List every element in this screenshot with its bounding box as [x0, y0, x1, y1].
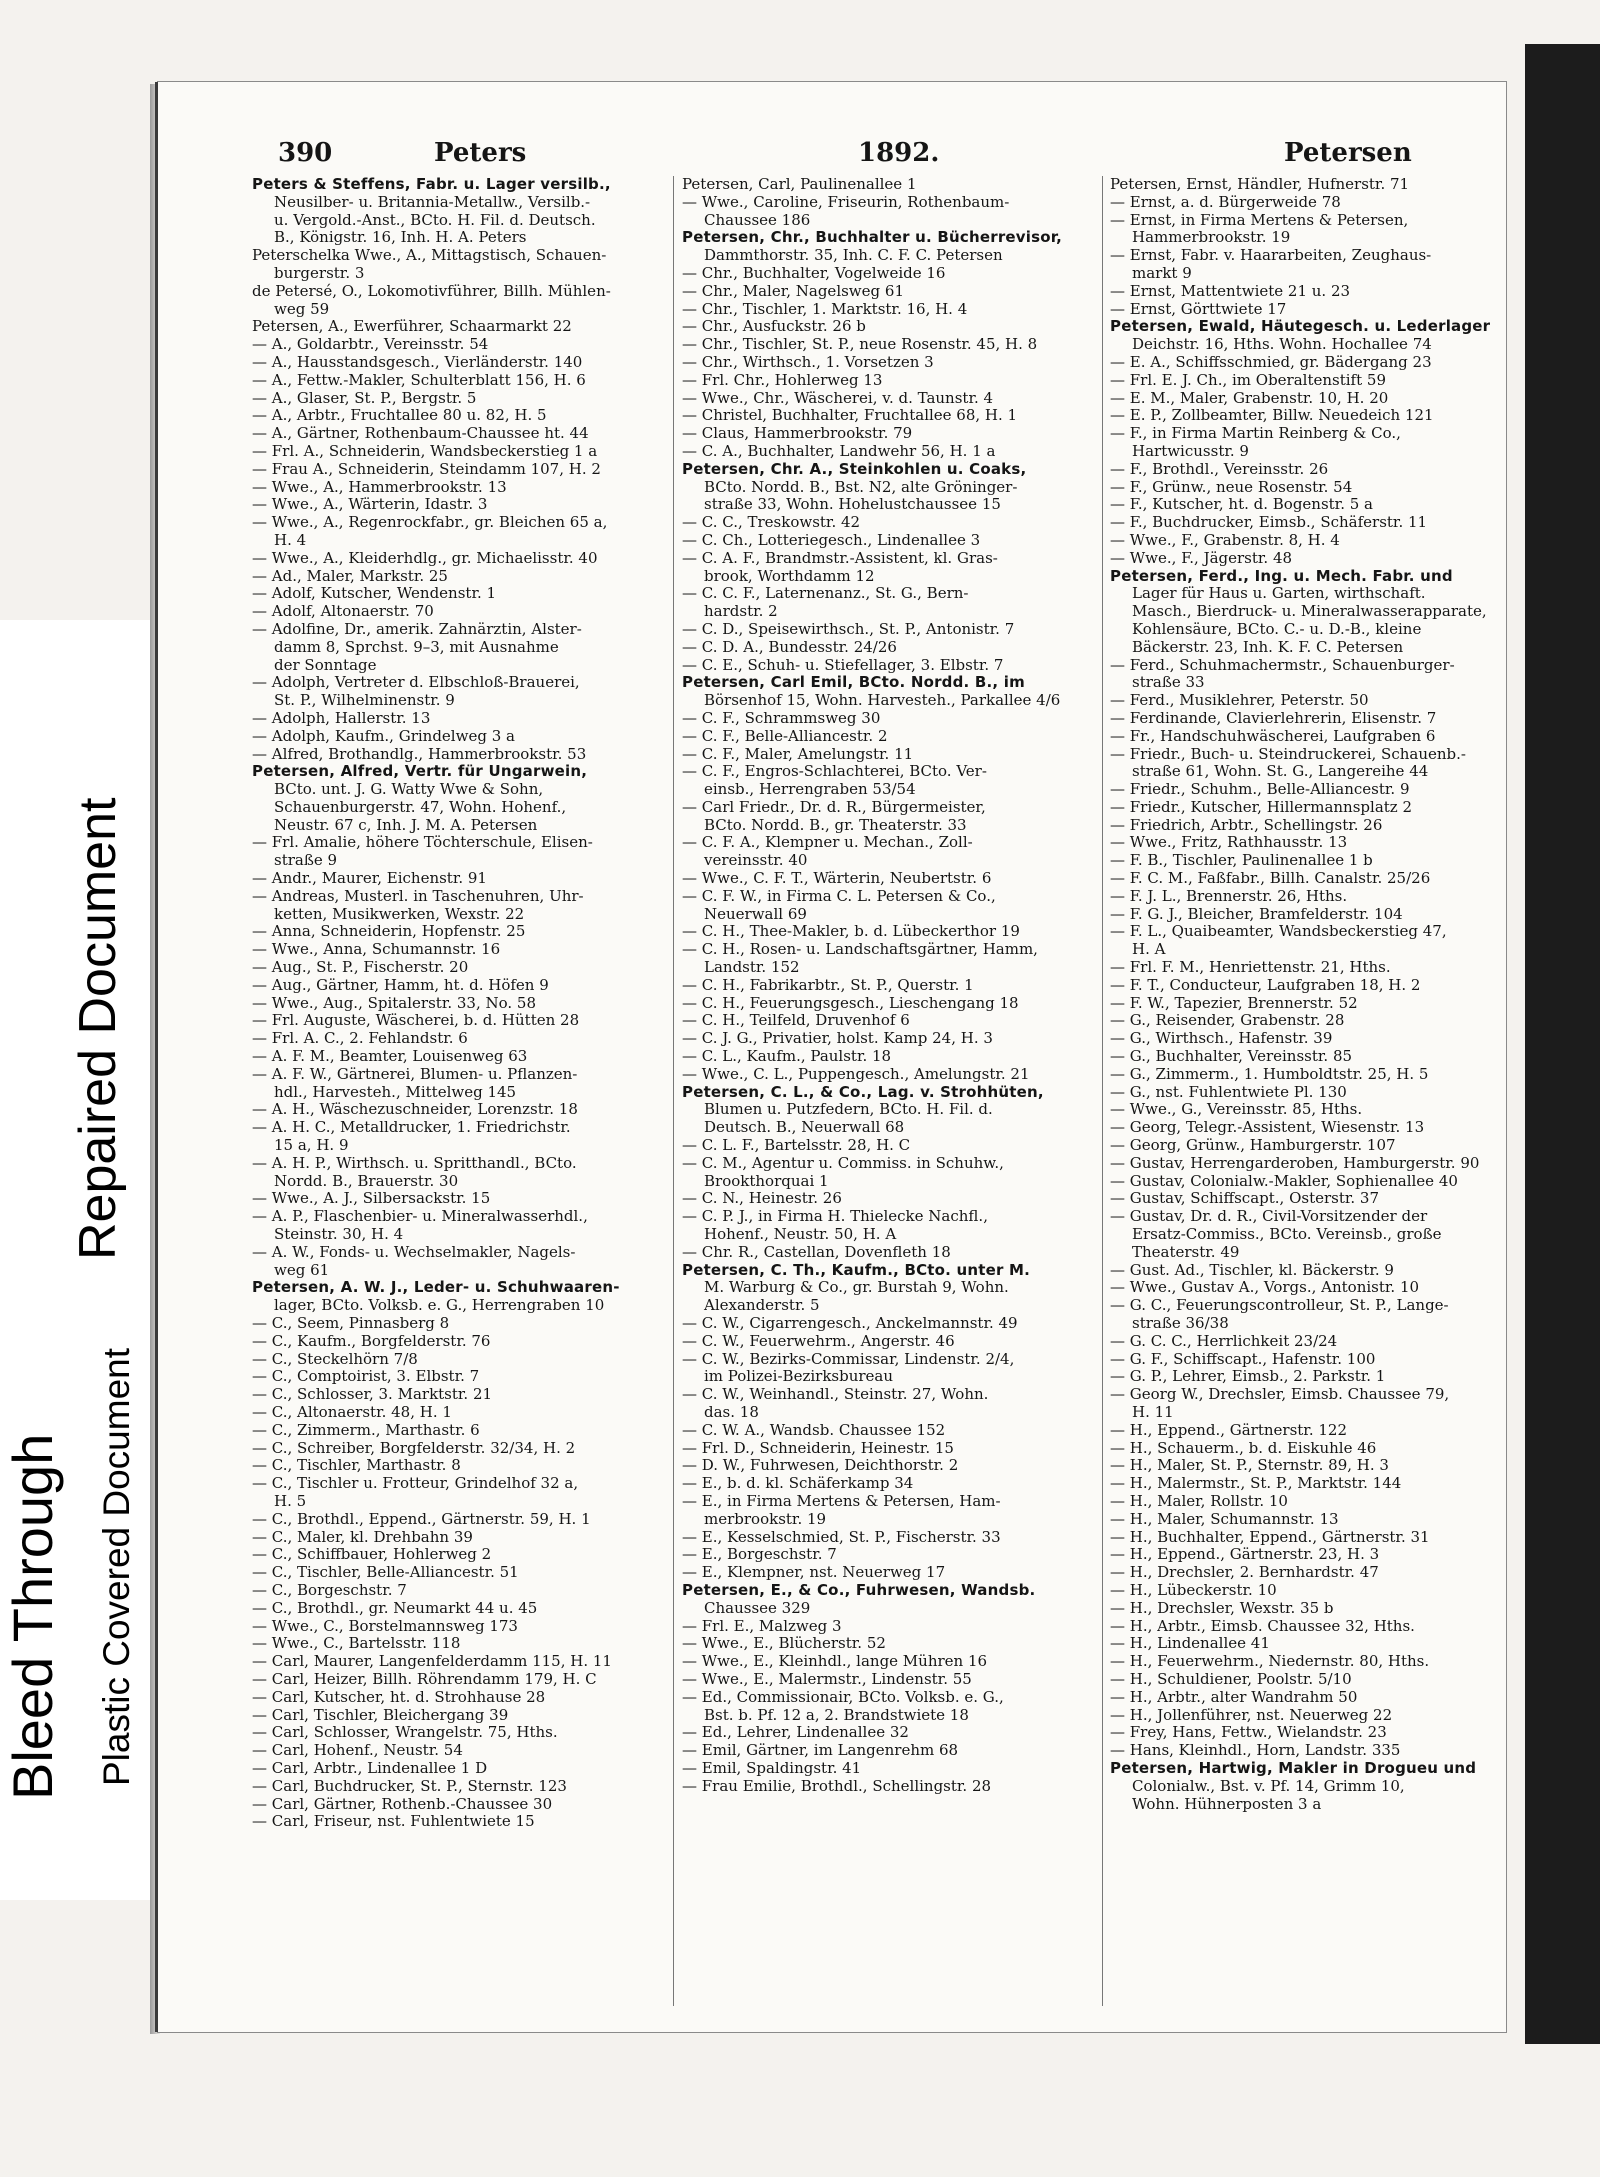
directory-entry: — A., Arbtr., Fruchtallee 80 u. 82, H. 5 — [252, 407, 547, 425]
entry-continuation: burgerstr. 3 — [274, 264, 365, 282]
entry-continuation: Lager für Haus u. Garten, wirthschaft. — [1132, 585, 1426, 603]
entry-continuation: Neustr. 67 c, Inh. J. M. A. Petersen — [274, 816, 538, 834]
directory-entry: — Frl. D., Schneiderin, Heinestr. 15 — [682, 1439, 954, 1457]
directory-entry: — Georg, Telegr.-Assistent, Wiesenstr. 13 — [1110, 1119, 1425, 1137]
directory-entry: — A. F. W., Gärtnerei, Blumen- u. Pflanzen- — [252, 1065, 578, 1083]
directory-entry: — Adolph, Hallerstr. 13 — [252, 709, 431, 727]
directory-entry: — C. F. A., Klempner u. Mechan., Zoll- — [682, 834, 973, 852]
directory-entry: — Carl, Friseur, nst. Fuhlentwiete 15 — [252, 1813, 535, 1831]
directory-entry: — Carl, Kutscher, ht. d. Strohhause 28 — [252, 1688, 546, 1706]
directory-entry: — Aug., St. P., Fischerstr. 20 — [252, 959, 469, 977]
directory-entry: — Adolfine, Dr., amerik. Zahnärztin, Alster- — [252, 620, 582, 638]
directory-entry: — A., Goldarbtr., Vereinsstr. 54 — [252, 336, 489, 354]
directory-entry: — H., Maler, St. P., Sternstr. 89, H. 3 — [1110, 1457, 1389, 1475]
directory-entry: — Gust. Ad., Tischler, kl. Bäckerstr. 9 — [1110, 1261, 1394, 1279]
directory-entry: — G., Buchhalter, Vereinsstr. 85 — [1110, 1048, 1353, 1066]
entry-continuation: H. 4 — [274, 531, 307, 549]
entry-heading: Petersen, Alfred, Vertr. für Ungarwein, — [252, 763, 588, 781]
directory-entry: — Frl. A., Schneiderin, Wandsbeckerstieg 1 a — [252, 442, 598, 460]
directory-entry: — Gustav, Dr. d. R., Civil-Vorsitzender der — [1110, 1208, 1428, 1226]
directory-entry: — Chr., Maler, Nagelsweg 61 — [682, 282, 904, 300]
directory-entry: — F., Grünw., neue Rosenstr. 54 — [1110, 478, 1353, 496]
entry-continuation: markt 9 — [1132, 264, 1192, 282]
directory-entry: — Gustav, Herrengarderoben, Hamburgerstr. 90 — [1110, 1154, 1480, 1172]
entry-continuation: Neuerwall 69 — [704, 905, 807, 923]
directory-entry: — A. W., Fonds- u. Wechselmakler, Nagels- — [252, 1243, 576, 1261]
directory-entry: — H., Maler, Rollstr. 10 — [1110, 1492, 1288, 1510]
directory-entry: — Wwe., C., Bartelsstr. 118 — [252, 1635, 461, 1653]
directory-entry: Petersen, Carl, Paulinenallee 1 — [682, 176, 917, 193]
directory-entry: — H., Drechsler, Wexstr. 35 b — [1110, 1599, 1334, 1617]
entry-continuation: Hohenf., Neustr. 50, H. A — [704, 1226, 897, 1244]
directory-entry: — Emil, Spaldingstr. 41 — [682, 1759, 862, 1777]
entry-continuation: M. Warburg & Co., gr. Burstah 9, Wohn. — [704, 1279, 1009, 1297]
directory-entry: — C. W. A., Wandsb. Chaussee 152 — [682, 1421, 946, 1439]
directory-entry: — Adolf, Altonaerstr. 70 — [252, 603, 434, 621]
entry-continuation: lager, BCto. Volksb. e. G., Herrengraben 10 — [274, 1297, 605, 1315]
entry-continuation: St. P., Wilhelminenstr. 9 — [274, 692, 455, 710]
entry-continuation: H. 11 — [1132, 1403, 1174, 1421]
directory-entry: — Carl, Schlosser, Wrangelstr. 75, Hths. — [252, 1724, 558, 1742]
directory-entry: — G., Zimmerm., 1. Humboldtstr. 25, H. 5 — [1110, 1065, 1429, 1083]
directory-entry: — H., Feuerwehrm., Niedernstr. 80, Hths. — [1110, 1653, 1430, 1671]
entry-continuation: Blumen u. Putzfedern, BCto. H. Fil. d. — [704, 1101, 993, 1119]
entry-heading: Petersen, Chr., Buchhalter u. Bücherrevisor, — [682, 229, 1063, 247]
directory-entry: — A., Fettw.-Makler, Schulterblatt 156, H. 6 — [252, 371, 586, 389]
year-heading: 1892. — [858, 138, 940, 168]
entry-heading: Petersen, C. Th., Kaufm., BCto. unter M. — [682, 1261, 1031, 1279]
directory-entry: — Chr., Buchhalter, Vogelweide 16 — [682, 264, 946, 282]
directory-entry: — C., Comptoirist, 3. Elbstr. 7 — [252, 1368, 480, 1386]
scanner-bed-edge — [1525, 44, 1600, 2044]
directory-entry: — Aug., Gärtner, Hamm, ht. d. Höfen 9 — [252, 976, 549, 994]
directory-column-3 — [1110, 176, 1502, 2016]
directory-entry: — Carl, Gärtner, Rothenb.-Chaussee 30 — [252, 1795, 553, 1813]
directory-entry: — Christel, Buchhalter, Fruchtallee 68, H. 1 — [682, 407, 1018, 425]
entry-continuation: Nordd. B., Brauerstr. 30 — [274, 1172, 459, 1190]
directory-entry: — H., Eppend., Gärtnerstr. 122 — [1110, 1421, 1347, 1439]
directory-entry: — C. J. G., Privatier, holst. Kamp 24, H. 3 — [682, 1030, 993, 1048]
directory-entry: — C. F., Engros-Schlachterei, BCto. Ver- — [682, 763, 987, 781]
entry-continuation: Hammerbrookstr. 19 — [1132, 229, 1291, 247]
entry-continuation: BCto. Nordd. B., gr. Theaterstr. 33 — [704, 816, 967, 834]
directory-entry: — Wwe., A. J., Silbersackstr. 15 — [252, 1190, 491, 1208]
directory-entry: — A. H., Wäschezuschneider, Lorenzstr. 18 — [252, 1101, 578, 1119]
directory-entry: — Carl, Arbtr., Lindenallee 1 D — [252, 1759, 488, 1777]
directory-entry: — E. A., Schiffsschmied, gr. Bädergang 23 — [1110, 353, 1432, 371]
directory-entry: — Wwe., A., Wärterin, Idastr. 3 — [252, 496, 488, 514]
directory-entry: — H., Schauerm., b. d. Eiskuhle 46 — [1110, 1439, 1377, 1457]
directory-entry: — Wwe., A., Hammerbrookstr. 13 — [252, 478, 507, 496]
directory-entry: — C. F., Maler, Amelungstr. 11 — [682, 745, 914, 763]
directory-entry: — C., Brothdl., Eppend., Gärtnerstr. 59, H. 1 — [252, 1510, 591, 1528]
directory-entry: — C. H., Thee-Makler, b. d. Lübeckerthor 19 — [682, 923, 1020, 941]
directory-entry: — Chr., Tischler, St. P., neue Rosenstr. 45, H. 8 — [682, 336, 1038, 354]
directory-entry: — G., Reisender, Grabenstr. 28 — [1110, 1012, 1345, 1030]
entry-continuation: Hartwicusstr. 9 — [1132, 442, 1249, 460]
entry-continuation: Bst. b. Pf. 12 a, 2. Brandstwiete 18 — [704, 1706, 969, 1724]
entry-heading: Petersen, Ewald, Häutegesch. u. Lederlager — [1110, 318, 1491, 336]
label-repaired-document: Repaired Document — [69, 797, 127, 1260]
entry-continuation: straße 33, Wohn. Hohelustchaussee 15 — [704, 496, 1001, 514]
entry-continuation: H. A — [1132, 941, 1166, 959]
entry-continuation: 15 a, H. 9 — [274, 1137, 349, 1155]
directory-entry: — C. D., Speisewirthsch., St. P., Antonistr. 7 — [682, 620, 1015, 638]
directory-entry: — C., Altonaerstr. 48, H. 1 — [252, 1403, 452, 1421]
entry-continuation: Steinstr. 30, H. 4 — [274, 1226, 404, 1244]
label-bleed-through: Bleed Through — [1, 1433, 64, 1800]
directory-entry: — C., Schreiber, Borgfelderstr. 32/34, H. 2 — [252, 1439, 576, 1457]
directory-entry: — C. W., Bezirks-Commissar, Lindenstr. 2/4, — [682, 1350, 1015, 1368]
directory-entry: — Georg W., Drechsler, Eimsb. Chaussee 79, — [1110, 1386, 1450, 1404]
directory-entry: — C., Borgeschstr. 7 — [252, 1581, 407, 1599]
entry-continuation: ketten, Musikwerken, Wexstr. 22 — [274, 905, 525, 923]
directory-entry: — F. T., Conducteur, Laufgraben 18, H. 2 — [1110, 976, 1421, 994]
directory-entry: — F. G. J., Bleicher, Bramfelderstr. 104 — [1110, 905, 1403, 923]
directory-entry: — F. C. M., Faßfabr., Billh. Canalstr. 25/26 — [1110, 870, 1431, 888]
directory-entry: — G., nst. Fuhlentwiete Pl. 130 — [1110, 1083, 1347, 1101]
directory-entry: — C. H., Teilfeld, Druvenhof 6 — [682, 1012, 910, 1030]
directory-entry: — H., Drechsler, 2. Bernhardstr. 47 — [1110, 1564, 1379, 1582]
entry-heading: Petersen, C. L., & Co., Lag. v. Strohhüten, — [682, 1083, 1044, 1101]
directory-entry: — Carl, Maurer, Langenfelderdamm 115, H. 11 — [252, 1653, 612, 1671]
directory-entry: — H., Lindenallee 41 — [1110, 1635, 1270, 1653]
directory-entry: — C. Ch., Lotteriegesch., Lindenallee 3 — [682, 531, 981, 549]
entry-continuation: straße 61, Wohn. St. G., Langereihe 44 — [1132, 763, 1429, 781]
directory-entry: — Friedr., Buch- u. Steindruckerei, Schauenb.- — [1110, 745, 1466, 763]
directory-entry: — C. A., Buchhalter, Landwehr 56, H. 1 a — [682, 442, 996, 460]
entry-continuation: Kohlensäure, BCto. C.- u. D.-B., kleine — [1132, 620, 1422, 638]
directory-entry: — C., Schiffbauer, Hohlerweg 2 — [252, 1546, 492, 1564]
right-running-head: Petersen — [1284, 138, 1412, 168]
directory-entry: — Gustav, Schiffscapt., Osterstr. 37 — [1110, 1190, 1380, 1208]
directory-entry: — H., Eppend., Gärtnerstr. 23, H. 3 — [1110, 1546, 1380, 1564]
directory-entry: — C., Steckelhörn 7/8 — [252, 1350, 418, 1368]
directory-entry: — H., Maler, Schumannstr. 13 — [1110, 1510, 1339, 1528]
directory-entry: — C., Tischler u. Frotteur, Grindelhof 32 a, — [252, 1475, 579, 1493]
directory-entry: — H., Schuldiener, Poolstr. 5/10 — [1110, 1670, 1352, 1688]
directory-entry: — E. P., Zollbeamter, Billw. Neuedeich 121 — [1110, 407, 1434, 425]
directory-entry: — Friedr., Schuhm., Belle-Alliancestr. 9 — [1110, 781, 1410, 799]
directory-entry: — Wwe., C., Borstelmannsweg 173 — [252, 1617, 518, 1635]
directory-entry: Peterschelka Wwe., A., Mittagstisch, Schauen- — [252, 247, 607, 265]
directory-entry: — D. W., Fuhrwesen, Deichthorstr. 2 — [682, 1457, 959, 1475]
entry-heading: Peters & Steffens, Fabr. u. Lager versilb., — [252, 176, 611, 193]
directory-entry: — Frl. A. C., 2. Fehlandstr. 6 — [252, 1030, 468, 1048]
directory-entry: — C. P. J., in Firma H. Thielecke Nachfl., — [682, 1208, 988, 1226]
entry-continuation: damm 8, Sprchst. 9–3, mit Ausnahme — [274, 638, 559, 656]
entry-continuation: im Polizei-Bezirksbureau — [704, 1368, 894, 1386]
directory-entry: — F. W., Tapezier, Brennerstr. 52 — [1110, 994, 1358, 1012]
directory-entry: — C., Zimmerm., Marthastr. 6 — [252, 1421, 480, 1439]
directory-entry: — C. L., Kaufm., Paulstr. 18 — [682, 1048, 892, 1066]
directory-entry: — Anna, Schneiderin, Hopfenstr. 25 — [252, 923, 526, 941]
entry-continuation: Deichstr. 16, Hths. Wohn. Hochallee 74 — [1132, 336, 1432, 354]
entry-continuation: Landstr. 152 — [704, 959, 800, 977]
directory-entry: — C. F. W., in Firma C. L. Petersen & Co., — [682, 887, 996, 905]
entry-continuation: Schauenburgerstr. 47, Wohn. Hohenf., — [274, 798, 567, 816]
entry-continuation: H. 5 — [274, 1492, 307, 1510]
directory-entry: — Carl, Tischler, Bleichergang 39 — [252, 1706, 509, 1724]
directory-entry: — Ferd., Schuhmachermstr., Schauenburger- — [1110, 656, 1455, 674]
condition-labels — [0, 620, 150, 1900]
directory-entry: — Frl. E., Malzweg 3 — [682, 1617, 842, 1635]
entry-continuation: Dammthorstr. 35, Inh. C. F. C. Petersen — [704, 247, 1003, 265]
directory-entry: — Frau Emilie, Brothdl., Schellingstr. 28 — [682, 1777, 992, 1795]
directory-entry: — Wwe., E., Blücherstr. 52 — [682, 1635, 886, 1653]
column-rule-2 — [1102, 176, 1103, 2006]
directory-entry: — Frau A., Schneiderin, Steindamm 107, H. 2 — [252, 460, 601, 478]
directory-entry: — Carl, Hohenf., Neustr. 54 — [252, 1742, 463, 1760]
directory-entry: — C. W., Feuerwehrm., Angerstr. 46 — [682, 1332, 955, 1350]
directory-entry: — Wwe., Gustav A., Vorgs., Antonistr. 10 — [1110, 1279, 1420, 1297]
directory-entry: — Ernst, in Firma Mertens & Petersen, — [1110, 211, 1409, 229]
directory-entry: — G. C., Feuerungscontrolleur, St. P., Lange- — [1110, 1297, 1449, 1315]
directory-entry: — C., Schlosser, 3. Marktstr. 21 — [252, 1386, 493, 1404]
directory-entry: — F. J. L., Brennerstr. 26, Hths. — [1110, 887, 1348, 905]
directory-entry: — Wwe., Caroline, Friseurin, Rothenbaum- — [682, 193, 1010, 211]
directory-entry: — Adolph, Kaufm., Grindelweg 3 a — [252, 727, 515, 745]
entry-continuation: u. Vergold.-Anst., BCto. H. Fil. d. Deutsch. — [274, 211, 596, 229]
directory-entry: — C. F., Belle-Alliancestr. 2 — [682, 727, 888, 745]
page-header — [278, 138, 1412, 170]
directory-entry: — A. H. P., Wirthsch. u. Spritthandl., BCto. — [252, 1154, 577, 1172]
entry-heading: Petersen, Hartwig, Makler in Drogueu und — [1110, 1759, 1477, 1777]
entry-continuation: Wohn. Hühnerposten 3 a — [1132, 1795, 1322, 1813]
directory-entry: — Hans, Kleinhdl., Horn, Landstr. 335 — [1110, 1742, 1401, 1760]
directory-entry: — Chr., Ausfuckstr. 26 b — [682, 318, 866, 336]
directory-entry: — Chr. R., Castellan, Dovenfleth 18 — [682, 1243, 951, 1261]
directory-entry: — C. D. A., Bundesstr. 24/26 — [682, 638, 897, 656]
directory-entry: — Carl, Buchdrucker, St. P., Sternstr. 123 — [252, 1777, 567, 1795]
directory-entry: — Wwe., E., Malermstr., Lindenstr. 55 — [682, 1670, 972, 1688]
directory-entry: — Chr., Wirthsch., 1. Vorsetzen 3 — [682, 353, 934, 371]
entry-continuation: hdl., Harvesteh., Mittelweg 145 — [274, 1083, 517, 1101]
directory-entry: — Wwe., A., Kleiderhdlg., gr. Michaelisstr. 40 — [252, 549, 598, 567]
directory-entry: — Gustav, Colonialw.-Makler, Sophienallee 40 — [1110, 1172, 1458, 1190]
directory-entry: — C., Maler, kl. Drehbahn 39 — [252, 1528, 473, 1546]
entry-continuation: weg 61 — [274, 1261, 330, 1279]
directory-entry: — C. W., Weinhandl., Steinstr. 27, Wohn. — [682, 1386, 989, 1404]
directory-entry: — E., in Firma Mertens & Petersen, Ham- — [682, 1492, 1001, 1510]
directory-entry: — Friedrich, Arbtr., Schellingstr. 26 — [1110, 816, 1383, 834]
directory-entry: Petersen, A., Ewerführer, Schaarmarkt 22 — [252, 318, 572, 336]
directory-entry: — E., Klempner, nst. Neuerweg 17 — [682, 1564, 946, 1582]
directory-entry: — E., b. d. kl. Schäferkamp 34 — [682, 1475, 914, 1493]
directory-entry: de Petersé, O., Lokomotivführer, Billh. Mühlen- — [252, 282, 611, 300]
directory-entry: — H., Arbtr., alter Wandrahm 50 — [1110, 1688, 1358, 1706]
entry-continuation: straße 33 — [1132, 674, 1205, 692]
entry-continuation: Deutsch. B., Neuerwall 68 — [704, 1119, 905, 1137]
entry-continuation: Neusilber- u. Britannia-Metallw., Versilb.- — [274, 193, 591, 211]
directory-entry: — Emil, Gärtner, im Langenrehm 68 — [682, 1742, 959, 1760]
scanner-bed-edge-top — [1525, 0, 1600, 44]
directory-entry: — Frl. Chr., Hohlerweg 13 — [682, 371, 883, 389]
directory-entry: — C. F., Schrammsweg 30 — [682, 709, 881, 727]
directory-entry: — A. F. M., Beamter, Louisenweg 63 — [252, 1048, 528, 1066]
directory-entry: — C. E., Schuh- u. Stiefellager, 3. Elbstr. 7 — [682, 656, 1004, 674]
directory-entry: — G. F., Schiffscapt., Hafenstr. 100 — [1110, 1350, 1376, 1368]
entry-continuation: weg 59 — [274, 300, 330, 318]
directory-entry: — Frey, Hans, Fettw., Wielandstr. 23 — [1110, 1724, 1387, 1742]
directory-entry: — A., Hausstandsgesch., Vierländerstr. 140 — [252, 353, 583, 371]
directory-entry: — Wwe., C. F. T., Wärterin, Neubertstr. 6 — [682, 870, 992, 888]
entry-continuation: Alexanderstr. 5 — [704, 1297, 820, 1315]
directory-entry: — Frl. E. J. Ch., im Oberaltenstift 59 — [1110, 371, 1386, 389]
directory-entry: — Wwe., Chr., Wäscherei, v. d. Taunstr. 4 — [682, 389, 994, 407]
entry-heading: Petersen, Carl Emil, BCto. Nordd. B., im — [682, 674, 1025, 692]
directory-entry: — C. L. F., Bartelsstr. 28, H. C — [682, 1137, 911, 1155]
directory-entry: — C., Brothdl., gr. Neumarkt 44 u. 45 — [252, 1599, 538, 1617]
directory-entry: — F., in Firma Martin Reinberg & Co., — [1110, 425, 1401, 443]
directory-entry: Petersen, Ernst, Händler, Hufnerstr. 71 — [1110, 176, 1410, 193]
directory-entry: — Ernst, Görttwiete 17 — [1110, 300, 1287, 318]
label-plastic-covered-document: Plastic Covered Document — [96, 1347, 137, 1786]
directory-entry: — Carl Friedr., Dr. d. R., Bürgermeister, — [682, 798, 986, 816]
entry-continuation: straße 36/38 — [1132, 1315, 1229, 1332]
directory-column-1 — [252, 176, 664, 2016]
directory-entry: — Wwe., Aug., Spitalerstr. 33, No. 58 — [252, 994, 537, 1012]
directory-entry: — H., Malermstr., St. P., Marktstr. 144 — [1110, 1475, 1402, 1493]
directory-entry: — Wwe., Anna, Schumannstr. 16 — [252, 941, 501, 959]
directory-entry: — Frl. Amalie, höhere Töchterschule, Elisen- — [252, 834, 593, 852]
directory-entry: — Friedr., Kutscher, Hillermannsplatz 2 — [1110, 798, 1412, 816]
directory-entry: — H., Buchhalter, Eppend., Gärtnerstr. 31 — [1110, 1528, 1430, 1546]
directory-entry: — H., Jollenführer, nst. Neuerweg 22 — [1110, 1706, 1393, 1724]
entry-heading: Petersen, Ferd., Ing. u. Mech. Fabr. und — [1110, 567, 1453, 585]
entry-heading: Petersen, E., & Co., Fuhrwesen, Wandsb. — [682, 1581, 1036, 1599]
directory-entry: — Claus, Hammerbrookstr. 79 — [682, 425, 913, 443]
directory-entry: — C. H., Feuerungsgesch., Lieschengang 18 — [682, 994, 1019, 1012]
entry-continuation: einsb., Herrengraben 53/54 — [704, 781, 916, 799]
directory-entry: — Carl, Heizer, Billh. Röhrendamm 179, H. C — [252, 1670, 597, 1688]
directory-entry: — Alfred, Brothandlg., Hammerbrookstr. 53 — [252, 745, 587, 763]
directory-entry: — F. B., Tischler, Paulinenallee 1 b — [1110, 852, 1373, 870]
directory-entry: — Ernst, Fabr. v. Haararbeiten, Zeughaus- — [1110, 247, 1432, 265]
directory-entry: — Ad., Maler, Markstr. 25 — [252, 567, 448, 585]
entry-continuation: hardstr. 2 — [704, 603, 778, 621]
page-number: 390 — [278, 138, 333, 168]
entry-continuation: Brookthorquai 1 — [704, 1172, 829, 1190]
entry-continuation: Chaussee 329 — [704, 1599, 811, 1617]
directory-entry: — H., Lübeckerstr. 10 — [1110, 1581, 1277, 1599]
directory-entry: — A., Glaser, St. P., Bergstr. 5 — [252, 389, 477, 407]
directory-entry: — G., Wirthsch., Hafenstr. 39 — [1110, 1030, 1333, 1048]
directory-entry: — C. M., Agentur u. Commiss. in Schuhw., — [682, 1154, 1004, 1172]
entry-continuation: Masch., Bierdruck- u. Mineralwasserapparate, — [1132, 603, 1487, 621]
directory-entry: — Wwe., A., Regenrockfabr., gr. Bleichen 65 a, — [252, 514, 608, 532]
directory-entry: — Wwe., F., Jägerstr. 48 — [1110, 549, 1293, 567]
entry-continuation: Ersatz-Commiss., BCto. Vereinsb., große — [1132, 1226, 1442, 1244]
directory-entry: — Wwe., G., Vereinsstr. 85, Hths. — [1110, 1101, 1363, 1119]
directory-entry: — Ed., Lehrer, Lindenallee 32 — [682, 1724, 909, 1742]
left-running-head: Peters — [434, 138, 527, 168]
directory-entry: — Frl. F. M., Henriettenstr. 21, Hths. — [1110, 959, 1391, 977]
directory-entry: — C., Kaufm., Borgfelderstr. 76 — [252, 1332, 491, 1350]
directory-entry: — C. H., Rosen- u. Landschaftsgärtner, Hamm, — [682, 941, 1038, 959]
directory-entry: — C. W., Cigarrengesch., Anckelmannstr. 49 — [682, 1315, 1018, 1332]
directory-entry: — Wwe., Fritz, Rathhausstr. 13 — [1110, 834, 1348, 852]
directory-entry: — Chr., Tischler, 1. Marktstr. 16, H. 4 — [682, 300, 968, 318]
directory-entry: — F., Buchdrucker, Eimsb., Schäferstr. 11 — [1110, 514, 1428, 532]
entry-continuation: straße 9 — [274, 852, 338, 870]
directory-entry: — Andreas, Musterl. in Taschenuhren, Uhr- — [252, 887, 584, 905]
entry-heading: Petersen, A. W. J., Leder- u. Schuhwaaren- — [252, 1279, 620, 1297]
directory-entry: — C. C. F., Laternenanz., St. G., Bern- — [682, 585, 969, 603]
entry-continuation: der Sonntage — [274, 656, 377, 674]
entry-continuation: Börsenhof 15, Wohn. Harvesteh., Parkallee 4/6 — [704, 692, 1061, 710]
directory-entry: — C. A. F., Brandmstr.-Assistent, kl. Gras- — [682, 549, 998, 567]
entry-continuation: brook, Worthdamm 12 — [704, 567, 875, 585]
directory-entry: — Adolf, Kutscher, Wendenstr. 1 — [252, 585, 497, 603]
directory-entry: — E. M., Maler, Grabenstr. 10, H. 20 — [1110, 389, 1389, 407]
directory-entry: — C., Tischler, Marthastr. 8 — [252, 1457, 461, 1475]
directory-entry: — Ernst, Mattentwiete 21 u. 23 — [1110, 282, 1351, 300]
directory-entry: — G. C. C., Herrlichkeit 23/24 — [1110, 1332, 1338, 1350]
directory-entry: — G. P., Lehrer, Eimsb., 2. Parkstr. 1 — [1110, 1368, 1386, 1386]
directory-entry: — Georg, Grünw., Hamburgerstr. 107 — [1110, 1137, 1396, 1155]
directory-entry: — A., Gärtner, Rothenbaum-Chaussee ht. 44 — [252, 425, 589, 443]
entry-heading: Petersen, Chr. A., Steinkohlen u. Coaks, — [682, 460, 1027, 478]
entry-continuation: B., Königstr. 16, Inh. H. A. Peters — [274, 229, 527, 247]
directory-column-2 — [682, 176, 1100, 2016]
directory-entry: — Ed., Commissionair, BCto. Volksb. e. G., — [682, 1688, 1004, 1706]
directory-entry: — Wwe., F., Grabenstr. 8, H. 4 — [1110, 531, 1340, 549]
entry-continuation: vereinsstr. 40 — [704, 852, 808, 870]
entry-continuation: das. 18 — [704, 1403, 759, 1421]
directory-entry: — Ferdinande, Clavierlehrerin, Elisenstr. 7 — [1110, 709, 1437, 727]
directory-entry: — F., Kutscher, ht. d. Bogenstr. 5 a — [1110, 496, 1373, 514]
directory-entry: — C. N., Heinestr. 26 — [682, 1190, 842, 1208]
entry-continuation: Colonialw., Bst. v. Pf. 14, Grimm 10, — [1132, 1777, 1405, 1795]
directory-entry: — Ferd., Musiklehrer, Peterstr. 50 — [1110, 692, 1369, 710]
entry-continuation: Chaussee 186 — [704, 211, 811, 229]
directory-entry: — Fr., Handschuhwäscherei, Laufgraben 6 — [1110, 727, 1436, 745]
directory-entry: — H., Arbtr., Eimsb. Chaussee 32, Hths. — [1110, 1617, 1415, 1635]
directory-entry: — A. H. C., Metalldrucker, 1. Friedrichstr. — [252, 1119, 571, 1137]
directory-entry: — C. C., Treskowstr. 42 — [682, 514, 861, 532]
entry-continuation: BCto. Nordd. B., Bst. N2, alte Gröninger- — [704, 478, 1018, 496]
directory-entry: — Frl. Auguste, Wäscherei, b. d. Hütten 28 — [252, 1012, 580, 1030]
directory-entry: — F., Brothdl., Vereinsstr. 26 — [1110, 460, 1329, 478]
directory-entry: — Andr., Maurer, Eichenstr. 91 — [252, 870, 487, 888]
entry-continuation: Bäckerstr. 23, Inh. K. F. C. Petersen — [1132, 638, 1404, 656]
directory-entry: — C., Seem, Pinnasberg 8 — [252, 1315, 450, 1332]
directory-entry: — F. L., Quaibeamter, Wandsbeckerstieg 47, — [1110, 923, 1447, 941]
directory-entry: — Wwe., E., Kleinhdl., lange Mühren 16 — [682, 1653, 988, 1671]
entry-continuation: Theaterstr. 49 — [1132, 1243, 1240, 1261]
directory-entry: — E., Kesselschmied, St. P., Fischerstr. 33 — [682, 1528, 1001, 1546]
directory-entry: — Ernst, a. d. Bürgerweide 78 — [1110, 193, 1341, 211]
directory-entry: — C., Tischler, Belle-Alliancestr. 51 — [252, 1564, 519, 1582]
entry-continuation: BCto. unt. J. G. Watty Wwe & Sohn, — [274, 781, 544, 799]
entry-continuation: merbrookstr. 19 — [704, 1510, 827, 1528]
directory-entry: — E., Borgeschstr. 7 — [682, 1546, 837, 1564]
column-rule-1 — [673, 176, 674, 2006]
directory-entry: — C. H., Fabrikarbtr., St. P., Querstr. 1 — [682, 976, 974, 994]
directory-entry: — Wwe., C. L., Puppengesch., Amelungstr. 21 — [682, 1065, 1030, 1083]
directory-entry: — Adolph, Vertreter d. Elbschloß-Brauerei, — [252, 674, 580, 692]
directory-entry: — A. P., Flaschenbier- u. Mineralwasserhdl., — [252, 1208, 588, 1226]
